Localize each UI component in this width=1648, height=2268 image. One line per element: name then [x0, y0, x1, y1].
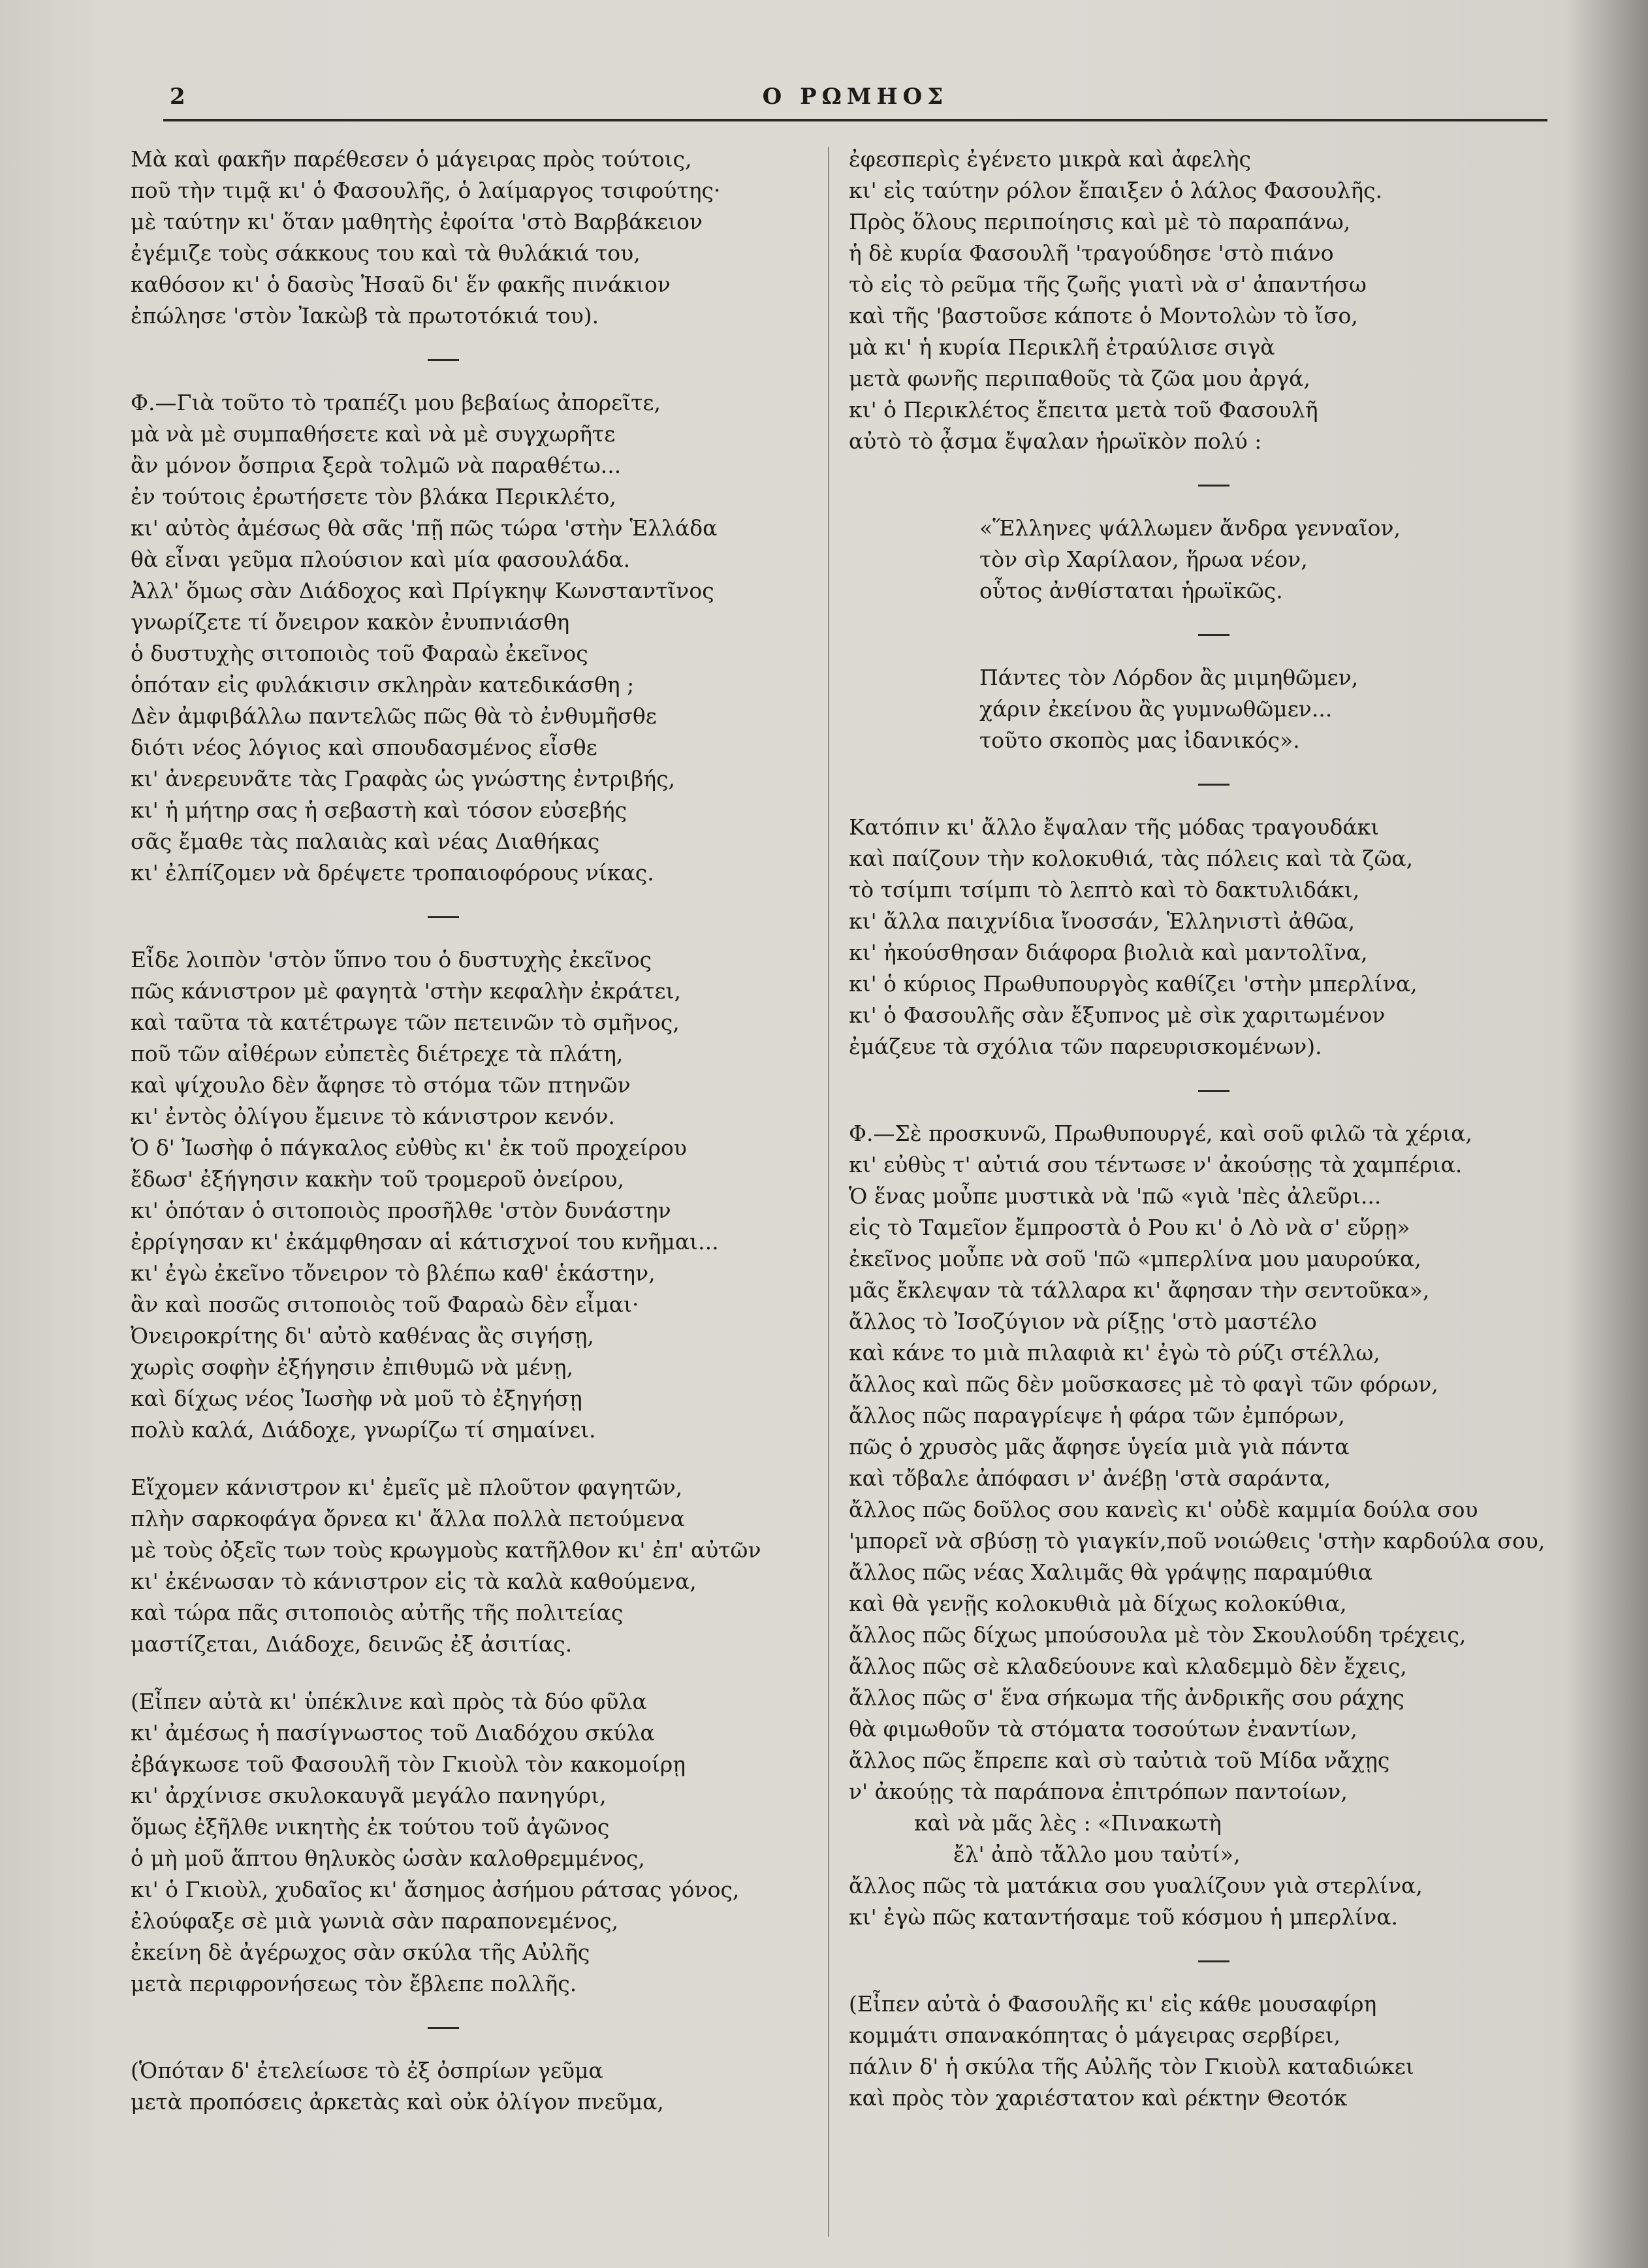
text-line: μαστίζεται, Διάδοχε, δεινῶς ἐξ ἀσιτίας.: [131, 1631, 573, 1657]
text-line: ἡ δὲ κυρία Φασουλῆ 'τραγούδησε 'στὸ πιάνο: [849, 240, 1334, 266]
section-divider: [1198, 784, 1229, 786]
text-line: καὶ τῆς 'βαστοῦσε κάποτε ὁ Μοντολὼν τὸ ἴσο,: [849, 303, 1358, 328]
text-line: τὸ εἰς τὸ ρεῦμα τῆς ζωῆς γιατὶ νὰ σ' ἀπαντήσω: [849, 272, 1367, 297]
text-line: πῶς κάνιστρον μὲ φαγητὰ 'στὴν κεφαλὴν ἐκράτει,: [131, 978, 681, 1004]
text-line: κι' ἐντὸς ὀλίγου ἔμεινε τὸ κάνιστρον κενόν.: [131, 1104, 616, 1129]
paragraph: [849, 1839, 1541, 1870]
text-line: καὶ ψίχουλο δὲν ἄφησε τὸ στόμα τῶν πτηνῶν: [131, 1072, 631, 1098]
text-line: καὶ κάνε το μιὰ πιλαφιὰ κι' ἐγὼ τὸ ρύζι στέλλω,: [849, 1340, 1380, 1366]
text-line: κι' ἡ μήτηρ σας ἡ σεβαστὴ καὶ τόσον εὐσεβής: [131, 797, 627, 823]
text-line: Ἀλλ' ὅμως σὰν Διάδοχος καὶ Πρίγκηψ Κωνσταντῖνος: [131, 578, 714, 603]
text-line: καὶ δίχως νέος Ἰωσὴφ νὰ μοῦ τὸ ἐξηγήσῃ: [131, 1386, 582, 1411]
text-line: ἐκεῖνος μοὖπε νὰ σοῦ 'πῶ «μπερλίνα μου μαυρούκα,: [849, 1246, 1421, 1271]
text-line: Ὀνειροκρίτης δι' αὐτὸ καθένας ἂς σιγήσῃ,: [131, 1323, 594, 1349]
text-line: μὲ τοὺς ὀξεῖς των τοὺς κρωγμοὺς κατῆλθον κι' ἐπ' αὐτῶν: [131, 1537, 761, 1563]
paragraph: [849, 1118, 1545, 1808]
paragraph: [131, 1686, 810, 2000]
section-divider: [1198, 1960, 1229, 1962]
text-line: καὶ ταῦτα τὰ κατέτρωγε τῶν πετεινῶν τὸ σμῆνος,: [131, 1010, 680, 1035]
text-line: καὶ τὄβαλε ἀπόφασι ν' ἀνέβῃ 'στὰ σαράντα,: [849, 1465, 1331, 1491]
text-line: (Εἶπεν αὐτὰ κι' ὑπέκλινε καὶ πρὸς τὰ δύο φῦλα: [131, 1689, 647, 1714]
text-line: πάλιν δ' ἡ σκύλα τῆς Αὐλῆς τὸν Γκιοὺλ καταδιώκει: [849, 2054, 1414, 2079]
text-line: κι' ὁ Φασουλῆς σὰν ἔξυπνος μὲ σὶκ χαριτωμένον: [849, 1002, 1386, 1028]
text-line: ὁ μὴ μοῦ ἅπτου θηλυκὸς ὡσὰν καλοθρεμμένος,: [131, 1845, 645, 1871]
text-line: καθόσον κι' ὁ δασὺς Ἠσαῦ δι' ἕν φακῆς πινάκιον: [131, 272, 671, 297]
text-line: ἂν μόνον ὄσπρια ξερὰ τολμῶ νὰ παραθέτω...: [131, 453, 622, 478]
text-line: διότι νέος λόγιος καὶ σπουδασμένος εἶσθε: [131, 735, 597, 760]
text-line: ἔδωσ' ἐξήγησιν κακὴν τοῦ τρομεροῦ ὀνείρου,: [131, 1166, 624, 1192]
text-line: πλὴν σαρκοφάγα ὄρνεα κι' ἄλλα πολλὰ πετούμενα: [131, 1506, 685, 1531]
text-line: ἄλλος πῶς νέας Χαλιμᾶς θὰ γράψῃς παραμύθια: [849, 1559, 1373, 1585]
text-line: τὸν σὶρ Χαρίλαον, ἥρωα νέον,: [979, 547, 1308, 572]
paragraph: [849, 812, 1541, 1062]
text-line: ὅμως ἐξῆλθε νικητὴς ἐκ τούτου τοῦ ἀγῶνος: [131, 1814, 610, 1840]
section-divider: [1198, 1090, 1229, 1092]
column-divider: [828, 147, 829, 2237]
text-line: Πρὸς ὅλους περιποίησις καὶ μὲ τὸ παραπάνω,: [849, 209, 1351, 234]
text-line: 'μπορεῖ νὰ σβύσῃ τὸ γιαγκίν,ποῦ νοιώθεις 'στὴν καρδούλα σου,: [849, 1528, 1545, 1554]
text-line: Δὲν ἀμφιβάλλω παντελῶς πῶς θὰ τὸ ἐνθυμῆσθε: [131, 703, 657, 729]
right-column: [849, 144, 1545, 2114]
text-line: Ὁ δ' Ἰωσὴφ ὁ πάγκαλος εὐθὺς κι' ἐκ τοῦ προχείρου: [131, 1135, 687, 1160]
text-line: Φ.—Γιὰ τοῦτο τὸ τραπέζι μου βεβαίως ἀπορεῖτε,: [131, 390, 661, 415]
paragraph: [131, 144, 810, 332]
text-line: μετὰ φωνῆς περιπαθοῦς τὰ ζῶα μου ἀργά,: [849, 366, 1310, 391]
text-line: καὶ νὰ μᾶς λὲς : «Πινακωτὴ: [914, 1810, 1222, 1836]
text-line: (Εἶπεν αὐτὰ ὁ Φασουλῆς κι' εἰς κάθε μουσαφίρη: [849, 1991, 1377, 2017]
text-line: σᾶς ἔμαθε τὰς παλαιὰς καὶ νέας Διαθήκας: [131, 829, 600, 854]
paragraph: [131, 387, 810, 889]
section-divider: [428, 359, 459, 361]
text-line: χωρὶς σοφὴν ἐξήγησιν ἐπιθυμῶ νὰ μένῃ,: [131, 1354, 574, 1380]
text-line: μᾶς ἔκλεψαν τὰ τάλλαρα κι' ἄφησαν τὴν σεντοῦκα»,: [849, 1277, 1430, 1303]
text-line: μὰ νὰ μὲ συμπαθήσετε καὶ νὰ μὲ συγχωρῆτε: [131, 421, 616, 447]
text-line: τοῦτο σκοπὸς μας ἰδανικός».: [979, 727, 1300, 753]
text-line: κι' εὐθὺς τ' αὐτιά σου τέντωσε ν' ἀκούσῃς τὰ χαμπέρια.: [849, 1152, 1463, 1177]
text-line: ποῦ τῶν αἰθέρων εὐπετὲς διέτρεχε τὰ πλάτη,: [131, 1041, 624, 1066]
text-line: Πάντες τὸν Λόρδον ἂς μιμηθῶμεν,: [979, 665, 1359, 690]
page-number: 2: [170, 84, 185, 110]
text-line: τὸ τσίμπι τσίμπι τὸ λεπτὸ καὶ τὸ δακτυλιδάκι,: [849, 877, 1360, 902]
text-line: εἰς τὸ Ταμεῖον ἔμπροστὰ ὁ Ρου κι' ὁ Λὸ νὰ σ' εὕρῃ»: [849, 1215, 1410, 1240]
text-line: κι' ἄλλα παιχνίδια ἴνοσσάν, Ἑλληνιστὶ ἀθῶα,: [849, 908, 1355, 934]
section-divider: [428, 2027, 459, 2029]
text-line: (Ὁπόταν δ' ἐτελείωσε τὸ ἐξ ὀσπρίων γεῦμα: [131, 2058, 603, 2083]
text-line: ἄλλος πῶς τὰ ματάκια σου γυαλίζουν γιὰ στερλίνα,: [849, 1873, 1423, 1898]
paragraph: [131, 2055, 810, 2118]
text-line: μὰ κι' ἡ κυρία Περικλῆ ἐτραύλισε σιγὰ: [849, 334, 1275, 360]
text-line: Κατόπιν κι' ἄλλο ἔψαλαν τῆς μόδας τραγουδάκι: [849, 814, 1380, 840]
text-line: καὶ θὰ γενῇς κολοκυθιὰ μὰ δίχως κολοκύθια,: [849, 1591, 1347, 1616]
paragraph: [849, 1808, 1541, 1839]
text-line: κι' ὁπόταν ὁ σιτοποιὸς προσῆλθε 'στὸν δυνάστην: [131, 1198, 671, 1223]
text-line: αὐτὸ τὸ ᾆσμα ἔψαλαν ἡρωϊκὸν πολύ :: [849, 428, 1262, 454]
text-line: πολὺ καλά, Διάδοχε, γνωρίζω τί σημαίνει.: [131, 1417, 596, 1443]
text-line: ποῦ τὴν τιμᾷ κι' ὁ Φασουλῆς, ὁ λαίμαργος τσιφούτης·: [131, 178, 721, 203]
newspaper-title: Ο ΡΩΜΗΟΣ: [762, 84, 949, 110]
text-line: ἐμάζευε τὰ σχόλια τῶν παρευρισκομένων).: [849, 1034, 1322, 1059]
text-line: ἄλλος πῶς δοῦλος σου κανεὶς κι' οὐδὲ καμμία δούλα σου: [849, 1497, 1478, 1522]
text-line: γνωρίζετε τί ὄνειρον κακὸν ἐνυπνιάσθη: [131, 609, 570, 635]
text-line: θὰ φιμωθοῦν τὰ στόματα τοσούτων ἐναντίων,: [849, 1716, 1357, 1742]
paragraph: [849, 1870, 1541, 1933]
text-line: ἐγέμιζε τοὺς σάκκους του καὶ τὰ θυλάκιά του,: [131, 240, 641, 266]
text-line: ἐκείνη δὲ ἀγέρωχος σὰν σκύλα τῆς Αὐλῆς: [131, 1940, 590, 1965]
text-line: κι' ἐλπίζομεν νὰ δρέψετε τροπαιοφόρους νίκας.: [131, 860, 654, 886]
text-line: κι' ἀνερευνᾶτε τὰς Γραφὰς ὡς γνώστης ἐντριβής,: [131, 766, 676, 791]
text-line: ν' ἀκούῃς τὰ παράπονα ἐπιτρόπων παντοίων,: [849, 1779, 1348, 1804]
text-line: «Ἕλληνες ψάλλωμεν ἄνδρα γενναῖον,: [979, 515, 1401, 541]
text-line: ἄλλος καὶ πῶς δὲν μοῦσκασες μὲ τὸ φαγὶ τῶν φόρων,: [849, 1371, 1438, 1397]
text-line: Μὰ καὶ φακῆν παρέθεσεν ὁ μάγειρας πρὸς τούτοις,: [131, 146, 692, 172]
left-column: [131, 144, 810, 2118]
text-line: θὰ εἶναι γεῦμα πλούσιον καὶ μία φασουλάδα.: [131, 547, 631, 572]
section-divider: [428, 916, 459, 918]
text-line: κι' εἰς ταύτην ρόλον ἔπαιξεν ὁ λάλος Φασουλῆς.: [849, 178, 1383, 203]
text-line: πῶς ὁ χρυσὸς μᾶς ἄφησε ὑγεία μιὰ γιὰ πάντα: [849, 1434, 1350, 1460]
text-line: ἐρρίγησαν κι' ἐκάμφθησαν αἱ κάτισχνοί του κνῆμαι...: [131, 1229, 719, 1254]
text-line: κι' ὁ Περικλέτος ἔπειτα μετὰ τοῦ Φασουλῆ: [849, 397, 1318, 423]
text-line: κι' ἠκούσθησαν διάφορα βιολιὰ καὶ μαντολῖνα,: [849, 940, 1368, 965]
text-line: ἄλλος πῶς ἔπρεπε καὶ σὺ ταὐτιὰ τοῦ Μίδα νἄχῃς: [849, 1748, 1390, 1773]
text-line: χάριν ἐκείνου ἂς γυμνωθῶμεν...: [979, 696, 1333, 722]
text-line: ἄλλος πῶς παραγρίεψε ἡ φάρα τῶν ἐμπόρων,: [849, 1403, 1345, 1428]
stanza-gap: [131, 1446, 810, 1472]
text-line: καὶ παίζουν τὴν κολοκυθιά, τὰς πόλεις καὶ τὰ ζῶα,: [849, 846, 1414, 871]
text-line: οὗτος ἀνθίσταται ἡρωϊκῶς.: [979, 578, 1283, 603]
text-line: ὁπόταν εἰς φυλάκισιν σκληρὰν κατεδικάσθη ;: [131, 672, 635, 697]
text-line: ἐλούφαξε σὲ μιὰ γωνιὰ σὰν παραπονεμένος,: [131, 1908, 619, 1934]
text-line: ὁ δυστυχὴς σιτοποιὸς τοῦ Φαραὼ ἐκεῖνος: [131, 641, 588, 666]
text-line: ἄλλος τὸ Ἰσοζύγιον νὰ ρίξῃς 'στὸ μαστέλο: [849, 1309, 1317, 1334]
text-line: ἐν τούτοις ἐρωτήσετε τὸν βλάκα Περικλέτο,: [131, 484, 616, 509]
text-line: ἔλ' ἀπὸ τἄλλο μου ταὐτί»,: [953, 1842, 1241, 1867]
text-line: κι' ἐκένωσαν τὸ κάνιστρον εἰς τὰ καλὰ καθούμενα,: [131, 1569, 697, 1594]
text-line: κι' ἀμέσως ἡ πασίγνωστος τοῦ Διαδόχου σκύλα: [131, 1720, 655, 1746]
text-line: Φ.—Σὲ προσκυνῶ, Πρωθυπουργέ, καὶ σοῦ φιλῶ τὰ χέρια,: [849, 1121, 1472, 1146]
verse-stanza: [849, 662, 1541, 756]
text-line: καὶ πρὸς τὸν χαριέστατον καὶ ρέκτην Θεοτόκ: [849, 2085, 1348, 2111]
text-line: κι' ὁ κύριος Πρωθυπουργὸς καθίζει 'στὴν μπερλίνα,: [849, 971, 1418, 997]
text-line: κι' ἀρχίνισε σκυλοκαυγᾶ μεγάλο πανηγύρι,: [131, 1783, 607, 1808]
text-line: ἄλλος πῶς σὲ κλαδεύουνε καὶ κλαδεμμὸ δὲν ἔχεις,: [849, 1653, 1407, 1679]
text-line: ἐφεσπερὶς ἐγένετο μικρὰ καὶ ἀφελὴς: [849, 146, 1252, 172]
paragraph: [849, 144, 1541, 457]
paragraph: [131, 944, 810, 1446]
page-header: [163, 84, 1547, 123]
text-line: μετὰ περιφρονήσεως τὸν ἔβλεπε πολλῆς.: [131, 1971, 577, 1996]
text-line: ἐπώλησε 'στὸν Ἰακὼβ τὰ πρωτοτόκιά του).: [131, 303, 599, 328]
text-line: κι' αὐτὸς ἀμέσως θὰ σᾶς 'πῇ πῶς τώρα 'στὴν Ἑλλάδα: [131, 515, 718, 541]
paragraph: [131, 1472, 810, 1660]
stanza-gap: [131, 1660, 810, 1686]
paragraph: [849, 1988, 1541, 2114]
text-line: ἄλλος πῶς δίχως μπούσουλα μὲ τὸν Σκουλούδη τρέχεις,: [849, 1622, 1466, 1648]
section-divider: [1198, 634, 1229, 636]
text-line: καὶ τώρα πᾶς σιτοποιὸς αὐτῆς τῆς πολιτείας: [131, 1600, 624, 1625]
text-line: κι' ἐγὼ ἐκεῖνο τὄνειρον τὸ βλέπω καθ' ἑκάστην,: [131, 1260, 656, 1286]
text-line: κι' ἐγὼ πῶς καταντήσαμε τοῦ κόσμου ἡ μπερλίνα.: [849, 1904, 1399, 1930]
text-line: ἐβάγκωσε τοῦ Φασουλῆ τὸν Γκιοὺλ τὸν κακομοίρῃ: [131, 1751, 686, 1777]
text-line: μὲ ταύτην κι' ὅταν μαθητὴς ἐφοίτα 'στὸ Βαρβάκειον: [131, 209, 703, 234]
header-rule: [163, 119, 1547, 121]
text-line: Εἴχομεν κάνιστρον κι' ἐμεῖς μὲ πλοῦτον φαγητῶν,: [131, 1475, 683, 1500]
text-line: Ὁ ἕνας μοὖπε μυστικὰ νὰ 'πῶ «γιὰ 'πὲς ἀλεῦρι...: [849, 1183, 1382, 1209]
text-line: ἄλλος πῶς σ' ἕνα σήκωμα τῆς ἀνδρικῆς σου ράχης: [849, 1685, 1405, 1710]
text-line: μετὰ προπόσεις ἀρκετὰς καὶ οὐκ ὀλίγον πνεῦμα,: [131, 2089, 664, 2115]
text-line: ἂν καὶ ποσῶς σιτοποιὸς τοῦ Φαραὼ δὲν εἶμαι·: [131, 1292, 639, 1317]
section-divider: [1198, 485, 1229, 487]
text-line: κι' ὁ Γκιοὺλ, χυδαῖος κι' ἄσημος ἀσήμου ράτσας γόνος,: [131, 1877, 740, 1902]
text-line: κομμάτι σπανακόπητας ὁ μάγειρας σερβίρει,: [849, 2022, 1341, 2048]
verse-stanza: [849, 513, 1541, 607]
text-line: Εἶδε λοιπὸν 'στὸν ὕπνο του ὁ δυστυχὴς ἐκεῖνος: [131, 947, 652, 972]
